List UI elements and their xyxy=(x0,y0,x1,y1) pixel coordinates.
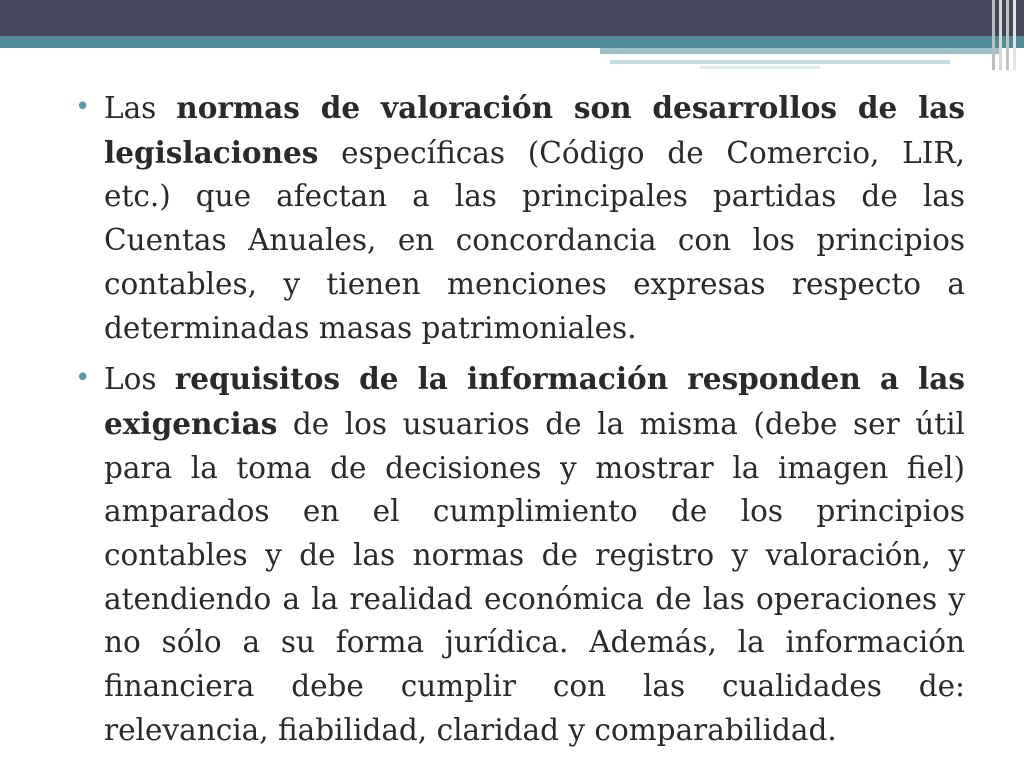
slide-body xyxy=(72,86,965,753)
bullet-marker: • xyxy=(75,92,91,122)
decoration-line xyxy=(992,0,995,70)
bullet-text-lead: Los xyxy=(104,362,175,397)
corner-decoration xyxy=(992,0,1018,70)
bullet-marker: • xyxy=(75,363,91,394)
bullet-item-valuation-rules xyxy=(72,86,965,350)
decoration-line xyxy=(1006,0,1009,70)
header-accent-line-tertiary xyxy=(700,66,820,69)
decoration-line xyxy=(999,0,1002,70)
header-accent-line-secondary xyxy=(610,60,950,64)
bullet-text-lead: Las xyxy=(104,91,177,125)
decoration-line xyxy=(1013,0,1016,70)
header-accent-stripe xyxy=(0,36,1024,48)
header-band xyxy=(0,0,1024,36)
bullet-text-emphasis: normas de valoración son desarrollos de las legislaciones xyxy=(104,90,965,170)
header-accent-line xyxy=(600,48,1000,54)
bullet-text-body: de los usuarios de la misma (debe ser útil para la toma de decisiones y mostrar la imagen fiel) amparados en el cumplimiento de los principios contables y de las normas de registro y valoración, y atendiendo a la realidad económica de las operaciones y no sólo a su forma jurídica. Además, la información financiera debe cumplir con las cualidades de: relevancia, fiabilidad, claridad y comparabilidad. xyxy=(104,406,965,747)
bullet-item-information-requirements xyxy=(72,357,965,752)
bullet-text-body: específicas (Código de Comercio, LIR, etc.) que afectan a las principales partidas de las Cuentas Anuales, en concordancia con los principios contables, y tienen menciones expresas respecto a determinadas masas patrimoniales. xyxy=(104,135,965,345)
bullet-text-emphasis: requisitos de la información responden a las exigencias xyxy=(104,361,965,441)
